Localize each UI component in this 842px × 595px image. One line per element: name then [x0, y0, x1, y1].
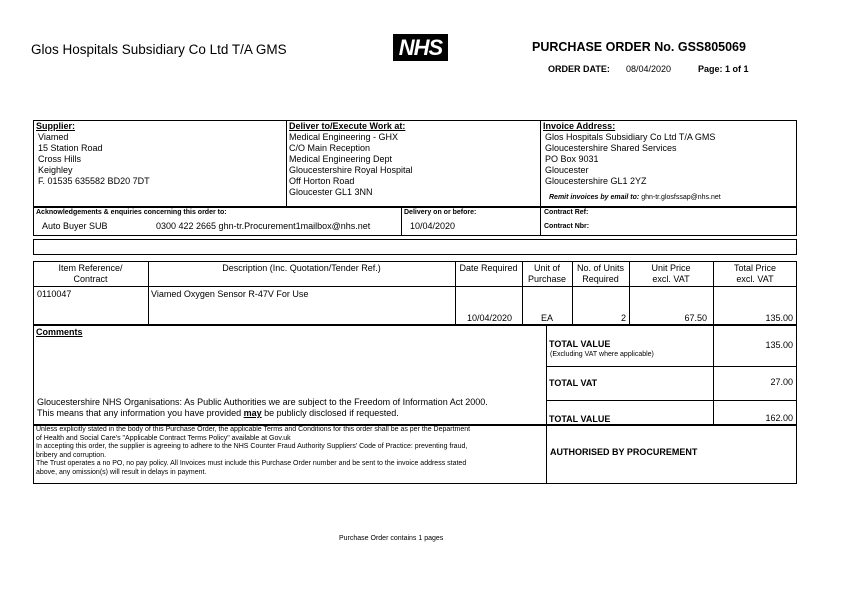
page-indicator: Page: 1 of 1 — [698, 64, 749, 74]
nhs-logo: NHS — [393, 34, 448, 61]
invoice-label: Invoice Address: — [543, 121, 616, 131]
row-date-required: 10/04/2020 — [466, 313, 512, 323]
grand-total-label: TOTAL VALUE — [549, 414, 611, 424]
delivery-date: 10/04/2020 — [410, 221, 456, 231]
pages-note: Purchase Order contains 1 pages — [339, 535, 444, 542]
invoice-address: Glos Hospitals Subsidiary Co Ltd T/A GMS Gloucestershire Shared Services PO Box 9031 Gloucester Gloucestershire GL1 2YZ — [545, 132, 716, 186]
foi-notice-line2: This means that any information you have provided may be publicly disclosed if requested. — [37, 408, 399, 418]
supplier-label: Supplier: — [36, 121, 76, 131]
row-unit: EA — [540, 313, 553, 323]
foi-notice-line1: Gloucestershire NHS Organisations: As Public Authorities we are subject to the Freedom of Information Act 2000. — [37, 397, 488, 407]
deliver-address: Medical Engineering - GHX C/O Main Reception Medical Engineering Dept Gloucestershire Royal Hospital Off Horton Road Gloucester GL1 3NN — [289, 132, 413, 197]
po-title: PURCHASE ORDER No. GSS805069 — [532, 40, 746, 54]
contract-nbr-label: Contract Nbr: — [544, 223, 590, 230]
total-value-label: TOTAL VALUE — [549, 339, 611, 349]
terms-text: Unless explicitly stated in the body of this Purchase Order, the applicable Terms and Conditions for this order shall be as per the Department of Health and Social Care's "Applicable Contract Terms Policy" available at Gov.uk In accepting this order, the supplier is agreeing to adhere to the NHS Counter Fraud Authority Suppliers' Code of Practice: preventing fraud, bribery and corruption. The Trust operates a no PO, no pay policy. All Invoices must include this Purchase Order number and be sent to the invoice address stated above, any omission(s) will result in delays in payment. — [36, 426, 471, 476]
col-date-required: Date Required — [459, 263, 518, 273]
order-date-value: 08/04/2020 — [626, 64, 672, 74]
remit-email: ghn-tr.glosfssap@nhs.net — [641, 194, 721, 201]
total-value: 135.00 — [765, 340, 793, 350]
row-description: Viamed Oxygen Sensor R-47V For Use — [151, 289, 309, 299]
row-total: 135.00 — [765, 313, 793, 323]
org-name: Glos Hospitals Subsidiary Co Ltd T/A GMS — [31, 42, 287, 57]
authorised-by-procurement: AUTHORISED BY PROCUREMENT — [550, 447, 698, 457]
total-value-note: (Excluding VAT where applicable) — [550, 351, 654, 358]
ack-label: Acknowledgements & enquiries concerning this order to: — [36, 209, 227, 216]
buyer-name: Auto Buyer SUB — [42, 221, 108, 231]
order-date-label: ORDER DATE: — [548, 64, 610, 74]
col-total-price: Total Price excl. VAT — [733, 263, 777, 284]
total-vat-label: TOTAL VAT — [549, 378, 598, 388]
buyer-contact: 0300 422 2665 ghn-tr.Procurement1mailbox@nhs.net — [156, 221, 371, 231]
col-no-of-units: No. of Units Required — [576, 263, 625, 284]
remit-email-line — [549, 194, 721, 203]
row-item-ref: 0110047 — [37, 289, 72, 299]
foi-may: may — [243, 408, 262, 418]
comments-label: Comments — [36, 327, 83, 337]
col-item-ref: Item Reference/ Contract — [58, 263, 123, 284]
col-unit-price: Unit Price excl. VAT — [651, 263, 691, 284]
col-description: Description (Inc. Quotation/Tender Ref.) — [222, 263, 381, 273]
row-unit-price: 67.50 — [684, 313, 707, 323]
deliver-label: Deliver to/Execute Work at: — [289, 121, 406, 131]
remit-label: Remit invoices by email to: — [549, 194, 640, 201]
blank-row — [33, 239, 797, 255]
grand-total: 162.00 — [765, 413, 793, 423]
supplier-address: Viamed 15 Station Road Cross Hills Keighley F. 01535 635582 BD20 7DT — [38, 132, 150, 186]
total-vat: 27.00 — [770, 377, 793, 387]
row-qty: 2 — [620, 313, 626, 323]
contract-ref-label: Contract Ref: — [544, 209, 589, 216]
delivery-label: Delivery on or before: — [404, 209, 477, 216]
col-unit-of-purchase: Unit of Purchase — [527, 263, 567, 284]
